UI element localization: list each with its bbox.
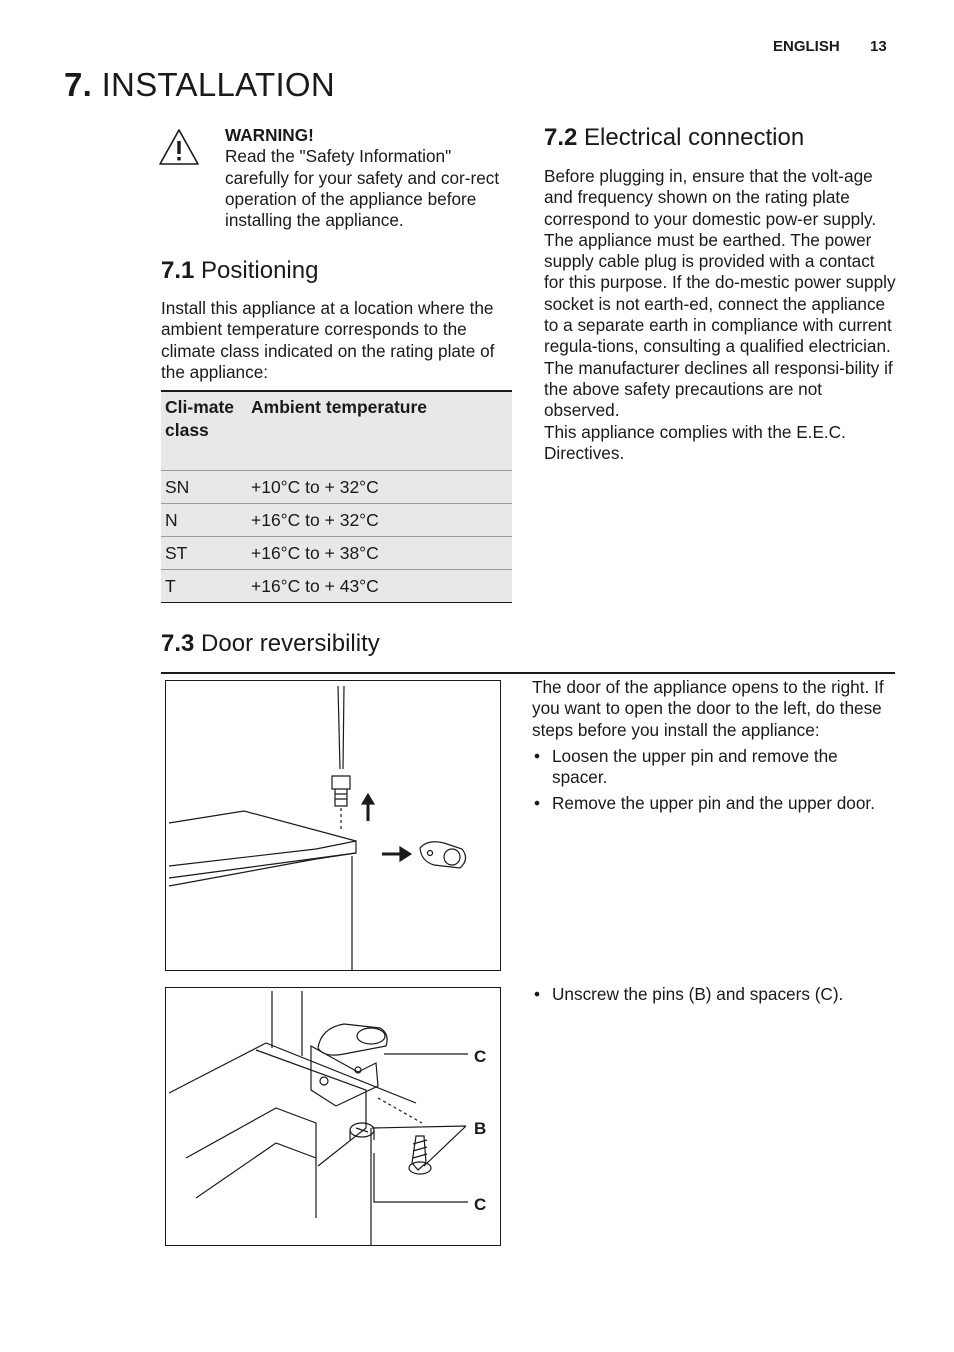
heading-7-2 [544,124,804,152]
table-header-climate-class: Cli-mate class [161,391,247,471]
figure-upper-pin-removal [165,680,501,971]
door-reversibility-text [532,677,888,815]
table-cell-temperature: +16°C to + 38°C [247,537,512,570]
electrical-paragraph: The appliance must be earthed. The power supply cable plug is provided with a contact for this purpose. If the do-mestic power supply socket is not earth-ed, connect the appliance to a separate earth in compliance with current regula-tions, consulting a qualified electrician. [544,229,896,357]
list-item: • Loosen the upper pin and remove the spacer. [532,746,888,789]
warning-text: Read the "Safety Information" carefully for your safety and cor-rect operation of the appliance before installing the appliance. [225,146,500,231]
step-list-2 [532,984,892,1005]
heading-7-2-title: Electrical connection [584,124,805,151]
table-header-row [161,391,512,471]
table-cell-temperature: +16°C to + 43°C [247,570,512,603]
section-divider [161,672,895,674]
electrical-paragraph: Before plugging in, ensure that the volt-age and frequency shown on the rating plate correspond to your domestic pow-er supply. [544,166,877,229]
chapter-number: 7. [64,66,93,103]
chapter-title [64,66,335,104]
table-row [161,570,512,603]
label-c-bottom: C [474,1195,487,1214]
table-cell-class: T [161,570,247,603]
table-cell-temperature: +16°C to + 32°C [247,504,512,537]
step-list [532,746,888,815]
list-item: • Unscrew the pins (B) and spacers (C). [532,984,892,1005]
table-row [161,504,512,537]
positioning-text: Install this appliance at a location where the ambient temperature corresponds to the climate class indicated on the rating plate of the appliance: [161,298,495,382]
table-row [161,471,512,504]
label-c-top: C [474,1047,487,1066]
heading-7-3-title: Door reversibility [201,630,380,657]
heading-7-3 [161,630,380,658]
heading-7-2-number: 7.2 [544,124,578,151]
table-header-ambient-temperature: Ambient temperature [247,391,512,471]
heading-7-3-number: 7.3 [161,630,195,657]
electrical-connection-text [544,166,896,464]
heading-7-1-number: 7.1 [161,257,195,284]
table-row [161,537,512,570]
chapter-title-text: INSTALLATION [101,66,336,103]
table-cell-class: ST [161,537,247,570]
door-intro: The door of the appliance opens to the right. If you want to open the door to the left, do these steps before you install the appliance: [532,677,884,740]
list-item: • Remove the upper pin and the upper door. [532,793,888,814]
electrical-paragraph: This appliance complies with the E.E.C. Directives. [544,421,846,463]
label-b: B [474,1119,487,1138]
electrical-paragraph: The manufacturer declines all responsi-bility if the above safety precautions are not observed. [544,357,893,421]
table-cell-class: SN [161,471,247,504]
page-number: 13 [870,38,887,55]
warning-title: WARNING! [225,125,314,145]
warning-block [225,125,510,231]
table-cell-temperature: +10°C to + 32°C [247,471,512,504]
header-language: ENGLISH [773,38,840,55]
figure-pins-and-spacers [165,987,501,1246]
table-cell-class: N [161,504,247,537]
climate-class-table [161,390,512,603]
warning-icon [157,127,201,167]
heading-7-1 [161,257,318,285]
heading-7-1-title: Positioning [201,257,319,284]
door-steps-2 [532,984,892,1005]
